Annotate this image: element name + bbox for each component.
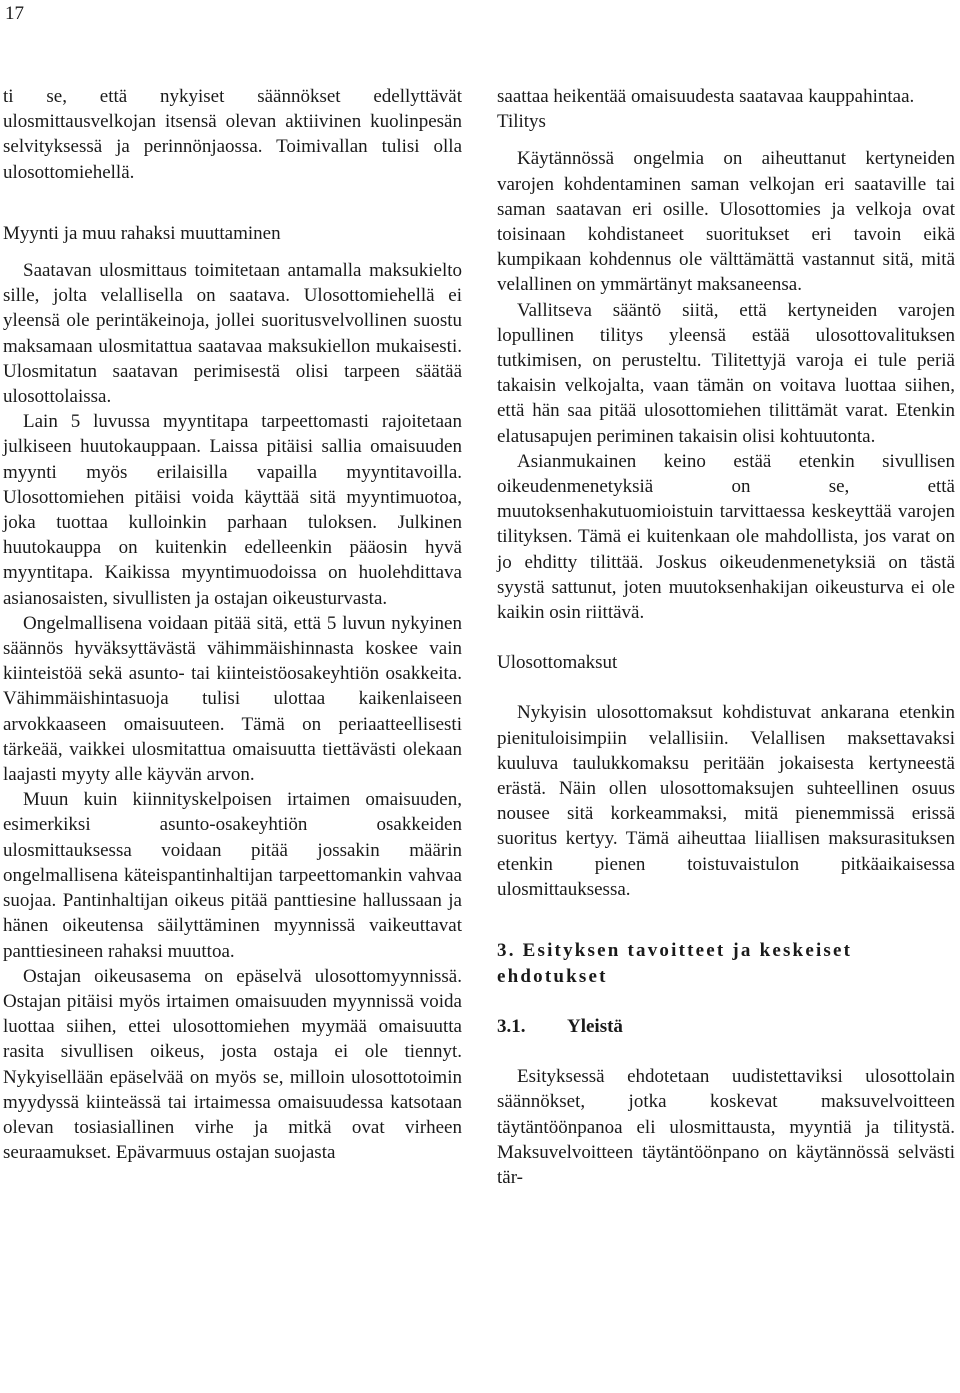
left-column	[3, 84, 462, 1165]
section-heading-settlement: Tilitys	[497, 111, 546, 133]
paragraph: Ongelmallisena voidaan pitää sitä, että 5 luvun nykyinen säännös hyväksyttävästä vähimmäishinnasta koskee vain kiinteistöä sekä asunto- tai kiinteistöosakeyhtiön osakkeita. Vähimmäishintasuoja tulisi ulottaa kaikenlaiseen arvokkaaseen omaisuuteen. Tämä on periaatteellisesti tärkeää, vaikkei ulosmitattua omaisuutta tiettävästi olekaan laajasti myyty alle käyvän arvon.	[3, 612, 462, 786]
paragraph: Vallitseva sääntö siitä, että kertyneiden varojen lopullinen tilitys yleensä estää ulosottovalituksen tutkimisen, on perusteltu. Tilitettyjä varoja ei tule periä takaisin velkojalta, vaan tämän on voitava luottaa siihen, että hän saa pitää ulosottomiehen tilittämät varat. Etenkin elatusapujen periminen takaisin olisi kohtuutonta.	[497, 299, 955, 447]
paragraph: Asianmukainen keino estää etenkin sivullisen oikeudenmenetyksiä on se, että muutoksenhakutuomioistuin tarvittaessa keskeyttää varojen tilityksen. Tämä ei kuitenkaan ole mahdollista, jos varat on jo ehditty tilittää. Joskus oikeudenmenetyksiä on tästä syystä sattunut, joten muutoksenhakijan oikeusturva ei ole kaikin osin riittävä.	[497, 450, 955, 624]
subsection-heading	[497, 1014, 955, 1039]
paragraph: Ostajan oikeusasema on epäselvä ulosottomyynnissä. Ostajan pitäisi myös irtaimen omaisuuden myynnissä voida luottaa siihen, ettei ulosottomiehen myymää omaisuutta rasita sivullisen oikeus, josta ostaja ei ole tiennyt. Nykyisellään epäselvää on myös se, milloin ulosottotoimin myydyssä kiinteässä tai irtaimessa omaisuudessa katsotaan olevan tosiasiallinen virhe ja mitkä ovat virheen seuraamukset. Epävarmuus ostajan suojasta	[3, 965, 462, 1164]
paragraph: Esityksessä ehdotetaan uudistettaviksi ulosottolain säännökset, jotka koskevat maksuvelvoitteen täytäntöönpanoa eli ulosmittausta, myyntiä ja tilitystä. Maksuvelvoitteen täytäntöönpano on käytännössä selvästi tär-	[497, 1066, 955, 1188]
section-heading-fees: Ulosottomaksut	[497, 652, 618, 674]
subsection-number: 3.1.	[497, 1016, 526, 1038]
page-number: 17	[5, 3, 24, 24]
section-heading-sale: Myynti ja muu rahaksi muuttaminen	[3, 222, 281, 244]
chapter-heading: 3. Esityksen tavoitteet ja keskeiset ehdotukset	[497, 940, 853, 987]
paragraph: Käytännössä ongelmia on aiheuttanut kertyneiden varojen kohdentaminen saman velkojan eri saataville tai saman saatavan eri osille. Ulosottomies ja velkoja ovat toisinaan kohdistaneet suoritukset eri tavoin eikä kumpikaan kohdennus ole välttämättä vastannut sitä, mitä velallinen on ymmärtänyt maksaneensa.	[497, 148, 955, 296]
paragraph: Lain 5 luvussa myyntitapa tarpeettomasti rajoitetaan julkiseen huutokauppaan. Laissa pitäisi sallia omaisuuden myynti myös erilaisilla vapailla myyntitavoilla. Ulosottomiehen pitäisi voida käyttää sitä myyntimuotoa, joka tuottaa kulloinkin parhaan tuloksen. Julkinen huutokauppa on kuitenkin edelleenkin pääosin hyvä myyntitapa. Kaikissa myyntimuodoissa on huolehdittava asianosaisten, sivullisten ja ostajan oikeusturvasta.	[3, 411, 462, 609]
subsection-title: Yleistä	[567, 1016, 623, 1038]
paragraph: Nykyisin ulosottomaksut kohdistuvat ankarana etenkin pienituloisimpiin velallisiin. Velallisen maksettavaksi kuuluva taulukkomaksu peritään jokaisesta kertyneestä erästä. Näin ollen ulosottomaksujen suhteellinen osuus nousee sitä korkeammaksi, mitä pienemmissä erissä suoritus kertyy. Tämä aiheuttaa liiallisen maksurasituksen etenkin pienen toistuvaistulon pitkäaikaisessa ulosmittauksessa.	[497, 702, 955, 900]
right-column	[497, 84, 955, 1190]
paragraph: ti se, että nykyiset säännökset edellyttävät ulosmittausvelkojan itsensä olevan aktiivinen kuolinpesän selvityksessä ja perinnönjaossa. Toimivallan tulisi olla ulosottomiehellä.	[3, 86, 462, 183]
paragraph: saattaa heikentää omaisuudesta saatavaa kauppahintaa.	[497, 86, 915, 107]
paragraph: Saatavan ulosmittaus toimitetaan antamalla maksukielto sille, jolta velallisella on saatava. Ulosottomiehellä ei yleensä ole perintäkeinoja, jollei suoritusvelvollinen suostu maksamaan ulosmitattua saatavaa maksukiellon mukaisesti. Ulosmitatun saatavan perimisestä olisi tarpeen säätää ulosottolaissa.	[3, 260, 462, 408]
paragraph: Muun kuin kiinnityskelpoisen irtaimen omaisuuden, esimerkiksi asunto-osakeyhtiön osakkeiden ulosmittauksessa voidaan pitää jossakin määrin ongelmallisena käteispantinhaltijan tarpeettomankin vahvaa suojaa. Pantinhaltijan oikeus pitää panttiesine hallussaan ja hänen oikeutensa säilyttäminen myynnissä vaikeuttavat panttiesineen rahaksi muuttoa.	[3, 789, 462, 962]
